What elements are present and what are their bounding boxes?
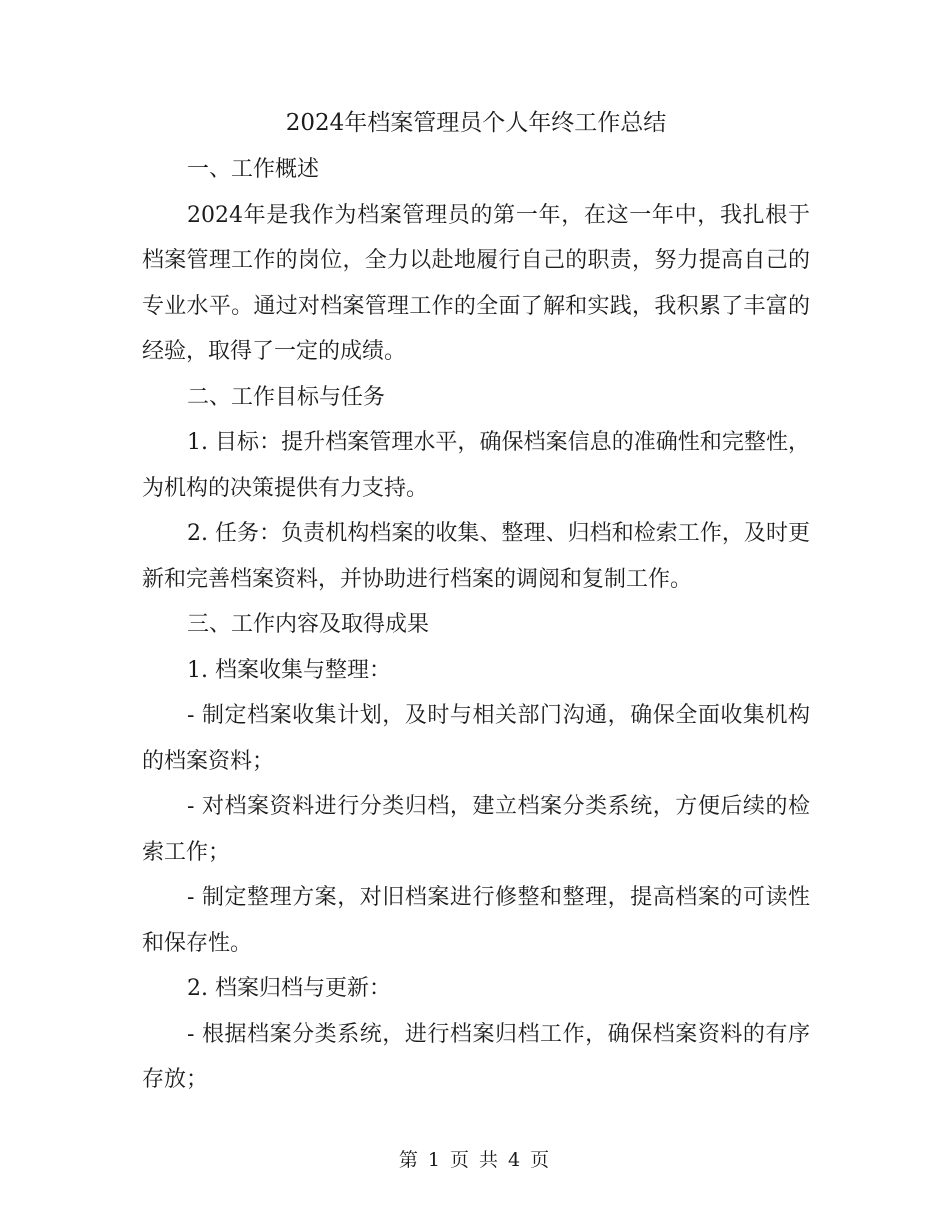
- list-item-filing: - 根据档案分类系统，进行档案归档工作，确保档案资料的有序存放；: [142, 1021, 810, 1092]
- page-number-footer: 第 1 页 共 4 页: [398, 1149, 552, 1171]
- document-title: 2024年档案管理员个人年终工作总结: [285, 110, 667, 136]
- document-body: [142, 103, 810, 1103]
- section-heading-overview: 一、工作概述: [187, 157, 320, 182]
- list-item-collection-plan: - 制定档案收集计划，及时与相关部门沟通，确保全面收集机构的档案资料；: [142, 703, 810, 774]
- list-item-organization: - 制定整理方案，对旧档案进行修整和整理，提高档案的可读性和保存性。: [142, 885, 810, 956]
- list-item-classification: - 对档案资料进行分类归档，建立档案分类系统，方便后续的检索工作；: [142, 794, 810, 865]
- subheading-filing: 2. 档案归档与更新：: [187, 976, 391, 1001]
- paragraph-overview: 2024年是我作为档案管理员的第一年，在这一年中，我扎根于档案管理工作的岗位，全力以赴地履行自己的职责，努力提高自己的专业水平。通过对档案管理工作的全面了解和实践，我积累了丰富的经验，取得了一定的成绩。: [142, 202, 810, 364]
- section-heading-goals: 二、工作目标与任务: [187, 384, 386, 410]
- subheading-collection: 1. 档案收集与整理：: [187, 657, 391, 683]
- section-heading-content: 三、工作内容及取得成果: [187, 612, 430, 637]
- paragraph-task: 2. 任务：负责机构档案的收集、整理、归档和检索工作，及时更新和完善档案资料，并协助进行档案的调阅和复制工作。: [142, 521, 810, 592]
- paragraph-goal: 1. 目标：提升档案管理水平，确保档案信息的准确性和完整性，为机构的决策提供有力支持。: [142, 430, 810, 501]
